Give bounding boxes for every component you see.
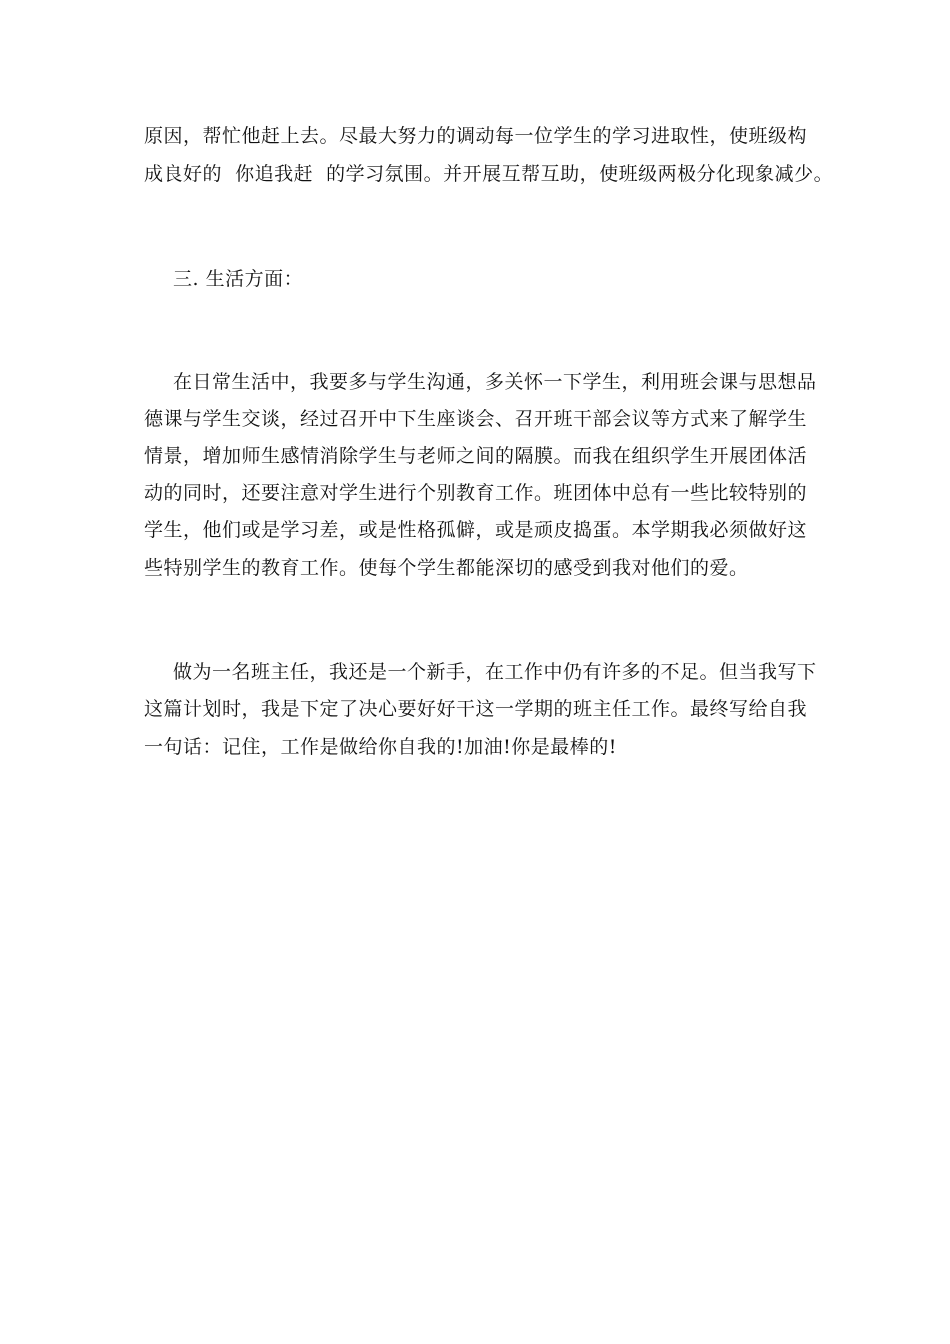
section-heading-life: 三. 生活方面： (173, 268, 304, 290)
paragraph-3-line-2: 这篇计划时，我是下定了决心要好好干这一学期的班主任工作。最终写给自我 (144, 698, 808, 720)
paragraph-3-line-1: 做为一名班主任，我还是一个新手，在工作中仍有许多的不足。但当我写下 (173, 661, 817, 683)
paragraph-2-line-3: 情景，增加师生感情消除学生与老师之间的隔膜。而我在组织学生开展团体活 (144, 445, 808, 467)
paragraph-2-line-1: 在日常生活中，我要多与学生沟通，多关怀一下学生，利用班会课与思想品 (173, 371, 817, 393)
paragraph-2-line-2: 德课与学生交谈，经过召开中下生座谈会、召开班干部会议等方式来了解学生 (144, 408, 808, 430)
paragraph-2-line-6: 些特别学生的教育工作。使每个学生都能深切的感受到我对他们的爱。 (144, 557, 749, 579)
paragraph-1-line-1: 原因，帮忙他赶上去。尽最大努力的调动每一位学生的学习进取性，使班级构 (144, 125, 808, 147)
paragraph-2-line-4: 动的同时，还要注意对学生进行个别教育工作。班团体中总有一些比较特别的 (144, 482, 808, 504)
paragraph-2-line-5: 学生，他们或是学习差，或是性格孤僻，或是顽皮捣蛋。本学期我必须做好这 (144, 519, 808, 541)
paragraph-3-line-3: 一句话：记住，工作是做给你自我的!加油!你是最棒的! (144, 736, 617, 758)
paragraph-1-line-2: 成良好的 你追我赶 的学习氛围。并开展互帮互助，使班级两极分化现象减少。 (144, 163, 834, 185)
